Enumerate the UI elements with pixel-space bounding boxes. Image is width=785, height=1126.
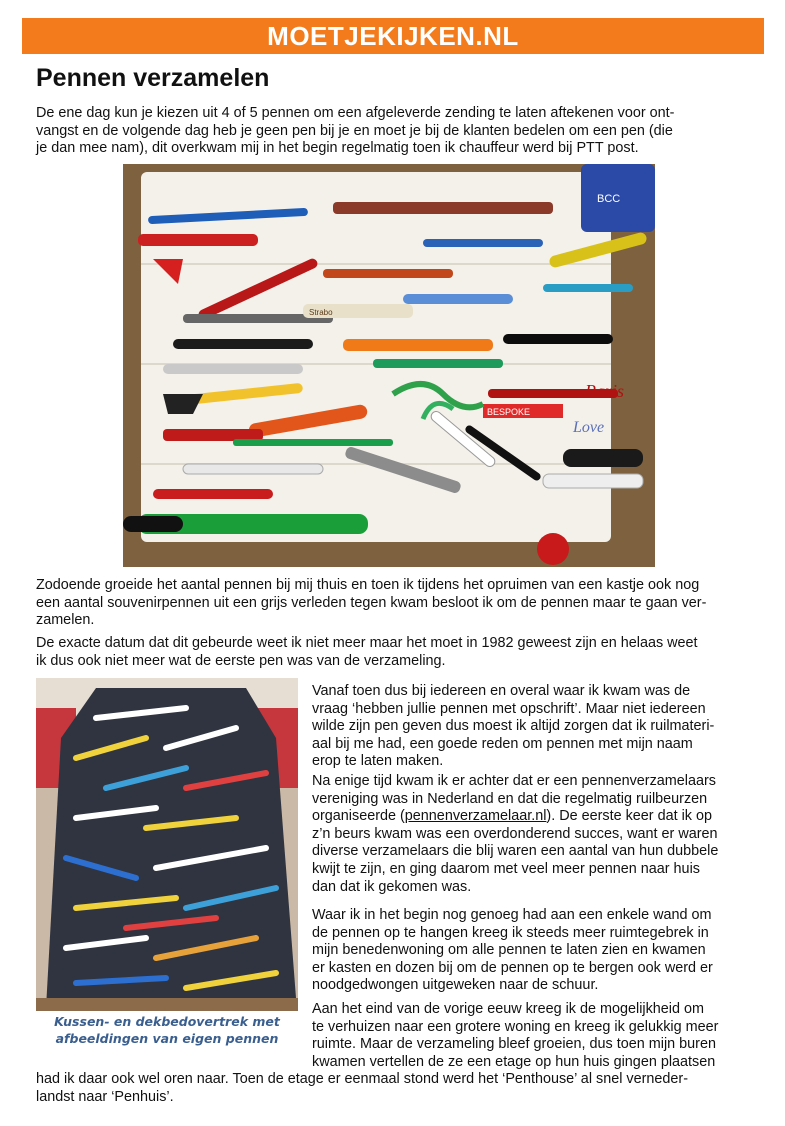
exchange-paragraph: Vanaf toen dus bij iedereen en overal waar ik kwam was de vraag ‘hebben jullie pennen met opschrift’. Maar niet iedereen wilde zijn pen geven dus moest ik altijd zorgen dat ik ruilmateri- aal bij me had, een goede reden om pennen met mijn naam erop te laten maken. [312, 683, 715, 770]
association-paragraph: Na enige tijd kwam ik er achter dat er een pennenverzamelaars vereniging was in Nederland en dat die regelmatig ruilbeurzen organiseerde (pennenverzamelaar.nl). De eerste keer dat ik op z’n beurs kwam was een overdonderend succes, want er waren diverse verzamelaars die blij waren een aantal van hun dubbele kwijt te zijn, en ging daarom met veel meer pennen naar huis dan dat ik gekomen was. [312, 773, 719, 895]
storage-paragraph: Waar ik in het begin nog genoeg had aan een enkele wand om de pennen op te hangen kreeg ik steeds meer ruimtegebrek in mijn benedenwoning om alle pennen te laten zien en kwamen er kasten en dozen bij om de pennen op te bergen ook werd er noodgedwongen uitgeweken naar de schuur. [312, 907, 713, 994]
intro-paragraph: De ene dag kun je kiezen uit 4 of 5 pennen om een afgeleverde zending te laten aftekenen voor ont- vangst en de volgende dag heb je geen pen bij je en moet je bij de klanten bedelen om een pen (die je dan mee nam), dit overkwam mij in het begin regelmatig toen ik chauffeur werd bij PTT post. [36, 105, 675, 157]
association-link[interactable]: pennenverzamelaar.nl [404, 808, 547, 825]
duvet-photo [36, 678, 298, 1011]
svg-text:BESPOKE: BESPOKE [487, 407, 531, 417]
growth-paragraph: Zodoende groeide het aantal pennen bij mij thuis en toen ik tijdens het opruimen van een kastje ook nog een aantal souvenirpennen uit een grijs verleden tegen kwam besloot ik om de pennen maar te gaan ver- zamelen. [36, 577, 707, 629]
svg-text:Paris: Paris [585, 381, 625, 401]
moving-paragraph: Aan het eind van de vorige eeuw kreeg ik de mogelijkheid om te verhuizen naar een grotere woning en kreeg ik gelukkig meer ruimte. Maar de verzameling bleef groeien, dus toen mijn buren kwamen vertellen de ze een etage op hun huis gingen plaatsen [312, 1001, 719, 1070]
site-banner[interactable] [22, 18, 764, 54]
photo-caption: Kussen- en dekbedovertrek met afbeeldingen van eigen pennen [54, 1014, 280, 1046]
site-name[interactable]: MOETJEKIJKEN.NL [267, 20, 519, 51]
svg-text:Love: Love [573, 419, 605, 436]
penthouse-paragraph: had ik daar ook wel oren naar. Toen de etage er eenmaal stond werd het ‘Penthouse’ al snel verneder- landst naar ‘Penhuis’. [36, 1071, 688, 1105]
svg-text:Strabo: Strabo [309, 308, 333, 317]
date-paragraph: De exacte datum dat dit gebeurde weet ik niet meer maar het moet in 1982 geweest zijn en helaas weet ik dus ook niet meer wat de eerste pen was van de verzameling. [36, 635, 698, 669]
pen-collection-photo [123, 164, 655, 567]
article-title: Pennen verzamelen [36, 64, 270, 92]
svg-text:BCC: BCC [597, 193, 621, 205]
